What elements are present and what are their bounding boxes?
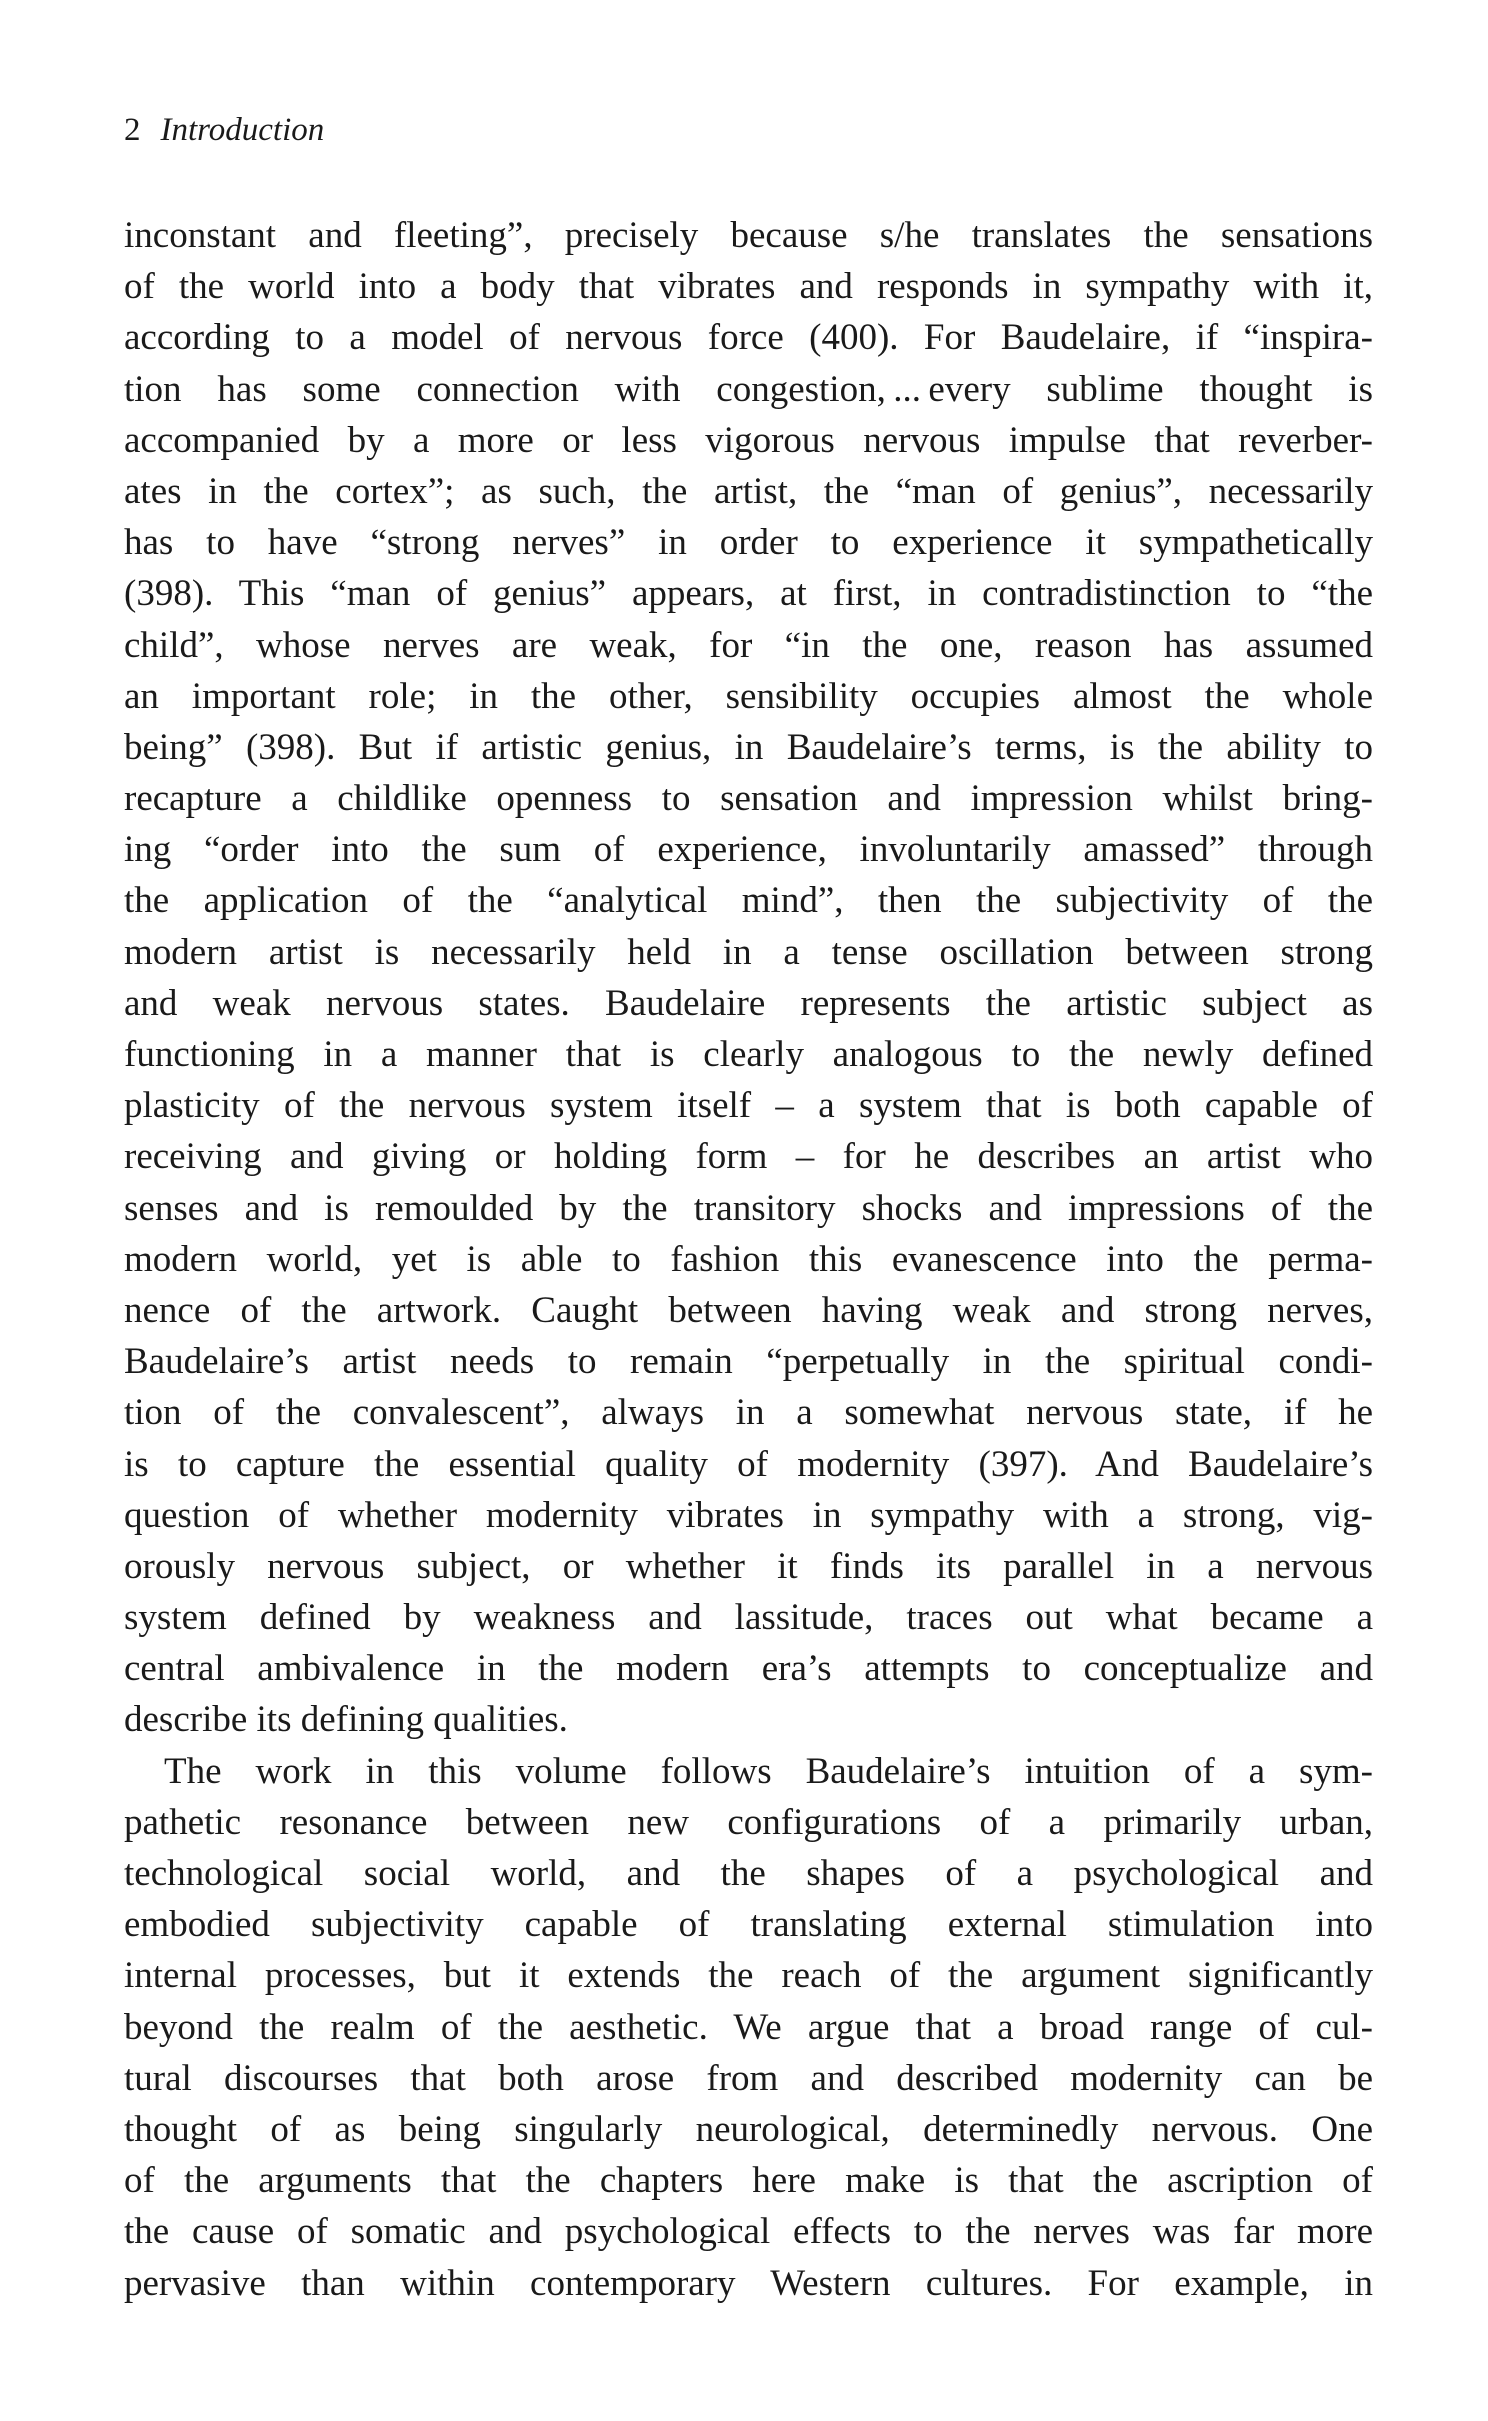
text-line: accompanied by a more or less vigorous nervous impulse that reverber- — [124, 419, 1373, 461]
text-line: an important role; in the other, sensibility occupies almost the whole — [124, 675, 1373, 717]
text-line: technological social world, and the shapes of a psychological and — [124, 1853, 1373, 1894]
text-line: beyond the realm of the aesthetic. We argue that a broad range of cul- — [124, 2006, 1373, 2048]
text-line: of the world into a body that vibrates and responds in sympathy with it, — [124, 266, 1373, 308]
text-line: ates in the cortex”; as such, the artist, the “man of genius”, necessarily — [124, 470, 1373, 512]
text-line: inconstant and fleeting”, precisely because s/he translates the sensations — [124, 215, 1373, 256]
paragraph — [124, 1746, 1373, 2309]
text-line: central ambivalence in the modern era’s attempts to conceptualize and — [124, 1648, 1373, 1690]
running-header — [124, 112, 324, 149]
text-line: describe its defining qualities. — [124, 1699, 568, 1741]
text-line: is to capture the essential quality of modernity (397). And Baudelaire’s — [124, 1443, 1373, 1485]
text-line: and weak nervous states. Baudelaire represents the artistic subject as — [124, 982, 1373, 1024]
body-text — [124, 210, 1373, 2309]
text-line: tion of the convalescent”, always in a somewhat nervous state, if he — [124, 1392, 1373, 1434]
text-line: thought of as being singularly neurological, determinedly nervous. One — [124, 2108, 1373, 2150]
text-line: tural discourses that both arose from and described modernity can be — [124, 2057, 1373, 2099]
text-line: orously nervous subject, or whether it finds its parallel in a nervous — [124, 1545, 1373, 1587]
text-line: recapture a childlike openness to sensation and impression whilst bring- — [124, 778, 1373, 820]
text-line: being” (398). But if artistic genius, in Baudelaire’s terms, is the ability to — [124, 726, 1373, 768]
page-number: 2 — [124, 112, 141, 148]
text-line: receiving and giving or holding form – for he describes an artist who — [124, 1136, 1373, 1178]
text-line: of the arguments that the chapters here make is that the ascription of — [124, 2160, 1373, 2202]
text-line: Baudelaire’s artist needs to remain “perpetually in the spiritual condi- — [124, 1341, 1373, 1383]
text-line: senses and is remoulded by the transitory shocks and impressions of the — [124, 1187, 1373, 1229]
text-line: internal processes, but it extends the reach of the argument significantly — [124, 1955, 1373, 1997]
text-line: pervasive than within contemporary Western cultures. For example, in — [124, 2262, 1373, 2304]
text-line: the cause of somatic and psychological effects to the nerves was far more — [124, 2211, 1373, 2253]
text-line: child”, whose nerves are weak, for “in the one, reason has assumed — [124, 624, 1373, 666]
text-line: system defined by weakness and lassitude, traces out what became a — [124, 1597, 1373, 1639]
text-line: pathetic resonance between new configurations of a primarily urban, — [124, 1801, 1373, 1843]
text-line: nence of the artwork. Caught between having weak and strong nerves, — [124, 1289, 1373, 1331]
text-line: modern artist is necessarily held in a tense oscillation between strong — [124, 931, 1373, 973]
text-line: embodied subjectivity capable of translating external stimulation into — [124, 1904, 1373, 1946]
paragraph — [124, 210, 1373, 1746]
text-line: tion has some connection with congestion, ... every sublime thought is — [124, 368, 1373, 410]
text-line: according to a model of nervous force (400). For Baudelaire, if “inspira- — [124, 317, 1373, 359]
text-line: modern world, yet is able to fashion this evanescence into the perma- — [124, 1238, 1373, 1280]
text-line: ing “order into the sum of experience, involuntarily amassed” through — [124, 829, 1373, 871]
text-line: the application of the “analytical mind”, then the subjectivity of the — [124, 880, 1373, 922]
text-line: has to have “strong nerves” in order to experience it sympathetically — [124, 522, 1373, 564]
running-title: Introduction — [160, 112, 325, 148]
text-line: question of whether modernity vibrates in sympathy with a strong, vig- — [124, 1494, 1373, 1536]
text-line: (398). This “man of genius” appears, at first, in contradistinction to “the — [124, 573, 1373, 615]
text-line: plasticity of the nervous system itself – a system that is both capable of — [124, 1085, 1373, 1127]
text-line: The work in this volume follows Baudelaire’s intuition of a sym- — [164, 1750, 1373, 1792]
text-line: functioning in a manner that is clearly analogous to the newly defined — [124, 1034, 1373, 1075]
